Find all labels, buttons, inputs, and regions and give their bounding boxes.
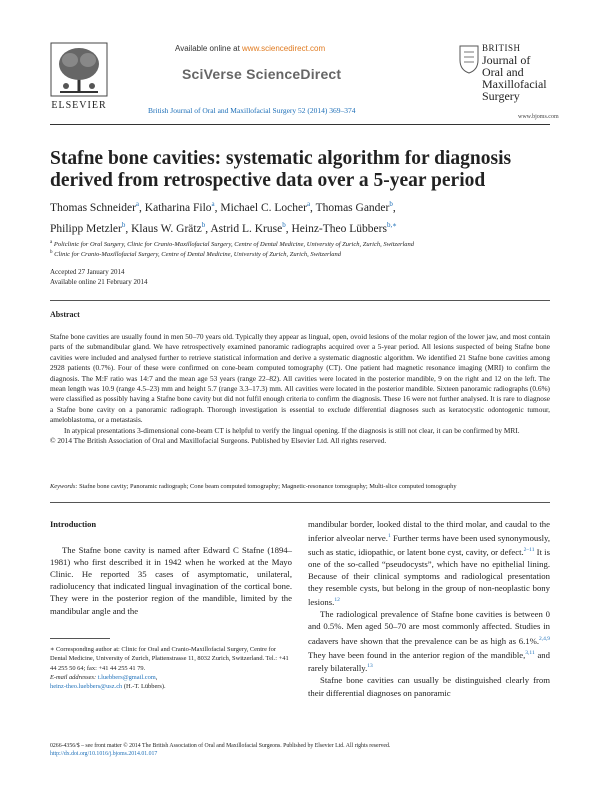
author-name: Katharina Filo <box>144 201 212 214</box>
author-name: Thomas Schneider <box>50 201 136 214</box>
author-name: Heinz-Theo Lübbers <box>291 222 387 235</box>
abstract-paragraph: In atypical presentations 3-dimensional cone-beam CT is helpful to verify the lingual opening. If the diagnosis is still not clear, it can be confirmed by MRI. <box>64 425 520 435</box>
footnote-divider <box>50 638 110 639</box>
bjoms-url[interactable]: www.bjoms.com <box>518 114 559 120</box>
citation-link[interactable]: 1 <box>387 533 391 540</box>
author-name: Klaus W. Grätz <box>131 222 202 235</box>
author-name: Astrid L. Kruse <box>210 222 283 235</box>
email-link[interactable]: t.luebbers@gmail.com <box>97 673 156 681</box>
available-online: Available online at www.sciencedirect.com <box>175 44 326 53</box>
abstract-copyright: © 2014 The British Association of Oral and Maxillofacial Surgeons. Published by Elsevier Ltd. All rights reserved. <box>50 436 387 446</box>
journal-citation[interactable]: British Journal of Oral and Maxillofacial Surgery 52 (2014) 369–374 <box>148 106 356 115</box>
doi-link[interactable]: http://dx.doi.org/10.1016/j.bjoms.2014.01.017 <box>50 751 158 757</box>
keywords <box>50 482 550 491</box>
citation-link[interactable]: 2,4,9 <box>539 635 550 642</box>
bjoms-shield-icon <box>458 44 480 74</box>
online-date: Available online 21 February 2014 <box>50 278 148 286</box>
affiliation-a: $^a$ Policlinic for Oral Surgery, Clinic for Cranio-Maxillofacial Surgery, Centre of Dental Medicine, University of Zurich, Zurich, Switzerland <box>50 240 415 249</box>
body-paragraph: mandibular border, looked distal to the third molar, and caudal to the inferior alveolar nerve.$^1$ Further terms have been used synonymously, such as static, idiopathic, or latent bone cyst, cavity, or defect.$^{2-11}$ It is one of the so-called “pseudocysts”, which have no epithelial lining. Because of their clinical symptoms and radiological presentation they resemble cysts, but belong in the group of non-neoplastic bony lesions.$^{12}$ <box>308 519 551 608</box>
email-link[interactable]: heinz-theo.luebbers@usz.ch <box>50 683 123 691</box>
journal-header <box>0 0 600 125</box>
authors-line-2: Philipp Metzler$^b$, Klaus W. Grätz$^b$, Astrid L. Kruse$^b$, Heinz-Theo Lübbers$^{b,∗}$ <box>50 220 397 235</box>
abstract-paragraph: Stafne bone cavities are usually found in men 50–70 years old. Typically they appear as lingual, open, ovoid lesions of the molar region of the lower jaw, and most contain parts of the submandibular gland. We have retrospectively examined panoramic radiographs acquired over a 5-year period. All lesions suspected of being Stafne bone cavities were included and analysed further to retrieve statistical information and derive a systematic diagnostic algorithm. We identified 21 Stafne bone cavities among 2928 patients (0.7%). Four of these were confirmed on cone-beam computed tomography (CT). One patient had magnetic resonance imaging (MRI) to confirm the diagnosis. The M:F ratio was 14:7 and the mean age 53 years (range 22–82). All cavities were located in the posterior mandible, 9 on the right and 12 on the left. The mean length was 10.9 (range 4.5–23) mm and height 5.7 (range 3.3–17.3) mm. All cavities were located in the posterior mandible. Sixteen panoramic radiographs (0.6%) were classified as possibly having a Stafne bone cavity but did not fulfil enough criteria to confirm the diagnosis. These 16 were not further analysed. It is rare to diagnose a Stafne bone cavity on a panoramic radiograph. Thorough investigation is essential to exclude differential diagnoses such as keratocystic odontogenic tumour, ameloblastoma, or a metastasis. <box>50 332 550 425</box>
corresponding-author: ∗ Corresponding author at: Clinic for Oral and Cranio-Maxillofacial Surgery, Centre for Dental Medicine, University of Zurich, Plattenstrasse 11, 8032 Zurich, Switzerland. Tel.: +41 44 255 50 64; fax: +41 44 255 41 79. <box>50 646 289 672</box>
abstract-heading: Abstract <box>50 310 80 319</box>
citation-link[interactable]: 2–11 <box>523 547 535 554</box>
citation-link[interactable]: 12 <box>334 597 340 604</box>
keywords-label: Keywords: <box>50 483 78 490</box>
body-paragraph: The Stafne bone cavity is named after Edward C Stafne (1894–1981) who first described it in 1942 when he worked at the Mayo Clinic. He reported 35 cases of asymptomatic, unilateral, radiolucency that indicated lingual invagination of the cortical bone. They were in the posterior region of the mandible, limited by the mandibular angle and the <box>50 545 292 616</box>
elsevier-logo <box>50 42 108 110</box>
sciencedirect-link[interactable]: www.sciencedirect.com <box>242 44 326 53</box>
email-addresses: E-mail addresses: t.luebbers@gmail.com, heinz-theo.luebbers@usz.ch (H.-T. Lübbers). <box>50 673 166 691</box>
author-name: Thomas Gander <box>315 201 390 214</box>
citation-link[interactable]: 3,11 <box>525 649 535 656</box>
body-paragraph: Stafne bone cavities can usually be distinguished clearly from their differential diagnoses on panoramic <box>308 675 550 698</box>
author-list <box>50 196 550 238</box>
authors-line-1: Thomas Schneider$^a$, Katharina Filo$^a$, Michael C. Locher$^a$, Thomas Gander$^b$, <box>50 200 396 214</box>
sciverse-sciencedirect-logo: SciVerse ScienceDirect <box>182 66 342 82</box>
abstract-divider-top <box>50 300 550 301</box>
elsevier-tree-icon <box>50 42 108 97</box>
author-name: Michael C. Locher <box>220 201 307 214</box>
citation-link[interactable]: 13 <box>367 663 373 670</box>
elsevier-wordmark: ELSEVIER <box>51 100 107 111</box>
issn-line: 0266-4356/$ – see front matter © 2014 The British Association of Oral and Maxillofacial Surgeons. Published by Elsevier Ltd. All rights reserved. <box>50 743 391 749</box>
corresponding-author-footnote <box>50 645 292 691</box>
article-title: Stafne bone cavities: systematic algorithm for diagnosis derived from retrospective data over a 5-year period <box>50 148 512 191</box>
article-dates <box>50 267 147 287</box>
body-paragraph: The radiological prevalence of Stafne bone cavities is between 0 and 0.5%. Men aged 50–70 are most commonly affected. Studies in cadavers have shown that the prevalence can be as high as 6.1%.$^{2,4,9}$ They have been found in the anterior region of the mandible,$^{3,11}$ and rarely bilaterally.$^{13}$ <box>308 609 550 674</box>
affiliation-b: $^b$ Clinic for Cranio-Maxillofacial Surgery, Centre of Dental Medicine, University of Zurich, Zurich, Switzerland <box>50 250 342 259</box>
body-column-left <box>50 518 292 617</box>
section-heading: Introduction <box>50 519 97 529</box>
author-name: Philipp Metzler <box>50 222 122 235</box>
header-divider <box>50 124 550 125</box>
keywords-list: Stafne bone cavity; Panoramic radiograph; Cone beam computed tomography; Magnetic-resonance tomography; Multi-slice computed tomography <box>79 483 457 490</box>
abstract-text <box>50 332 550 446</box>
issn-doi-footer <box>50 742 550 758</box>
bjoms-title: BRITISH Journal of Oral and Maxillofacial Surgery <box>482 43 547 103</box>
body-column-right <box>308 518 550 699</box>
abstract-divider-bottom <box>50 502 550 503</box>
accepted-date: Accepted 27 January 2014 <box>50 268 125 276</box>
